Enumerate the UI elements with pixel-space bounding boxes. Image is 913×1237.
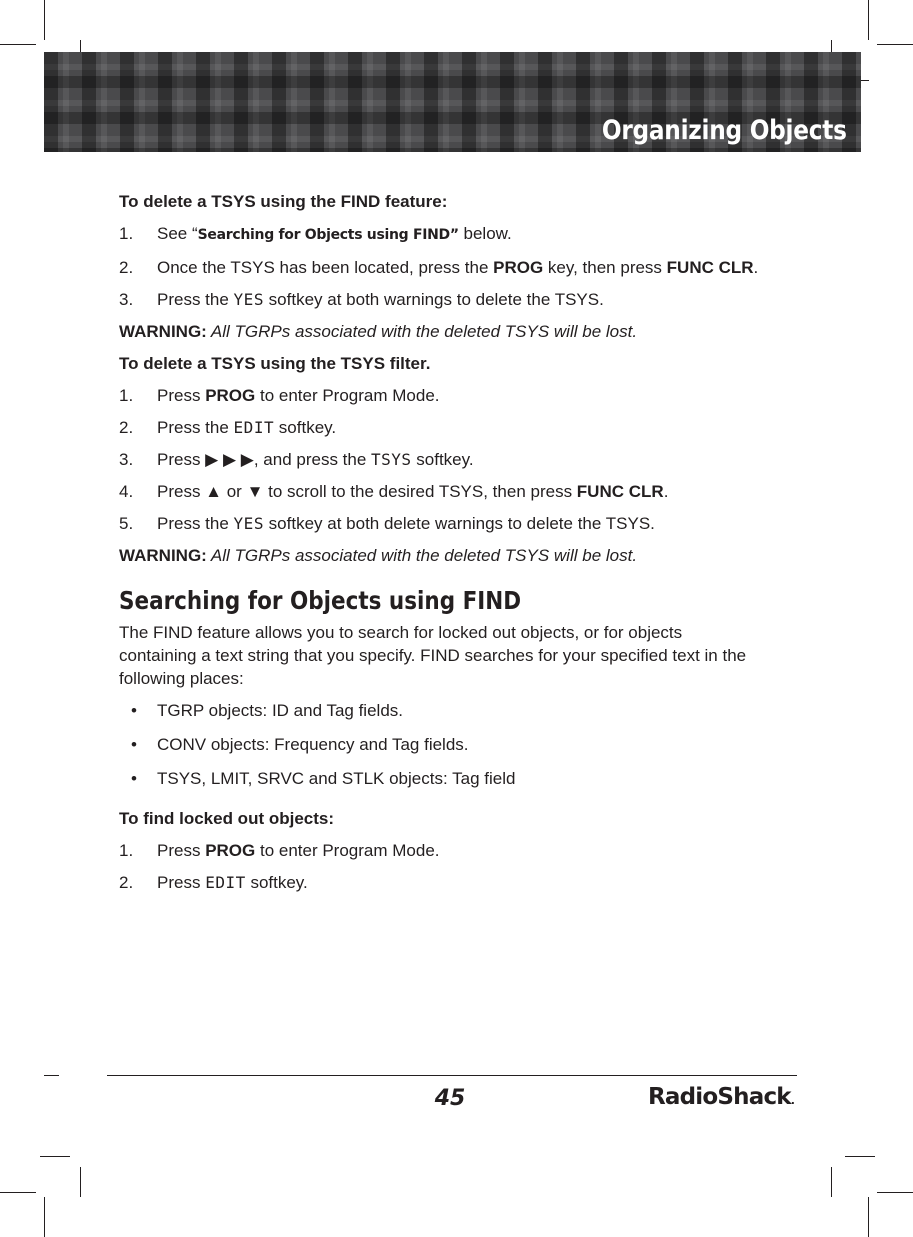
step-text: Press [157,841,206,860]
step-text: Press ▶ ▶ ▶, and press the [157,450,372,469]
step-text: See “ [157,224,198,243]
step-text: . [753,258,759,277]
step-text: Press [157,386,206,405]
step-number: 3. [119,450,134,469]
cross-reference-link[interactable]: Searching for Objects using FIND” [197,227,459,243]
crop-mark [868,1197,869,1237]
step-text: Press the [157,418,234,437]
bullet-icon: • [131,701,137,720]
bullet-item [119,699,759,722]
crop-mark [44,1197,45,1237]
brand-logo [648,1084,794,1110]
step-number: 4. [119,482,134,501]
list-item [119,384,759,407]
crop-mark [831,1167,832,1197]
page-content [119,190,759,903]
step-text: Press the [157,290,234,309]
section-heading: To delete a TSYS using the FIND feature: [119,192,448,211]
warning-note [119,544,759,567]
intro-paragraph: The FIND feature allows you to search for locked out objects, or for objects containing a text string that you specify. FIND searches for your specified text in the following places: [119,623,747,688]
step-text: softkey at both delete warnings to delete the TSYS. [263,514,655,533]
step-number: 2. [119,258,134,277]
step-text: softkey at both warnings to delete the TSYS. [263,290,604,309]
crop-mark [44,1075,59,1076]
step-text: softkey. [411,450,474,469]
crop-mark [877,44,913,45]
step-text: Press ▲ or ▼ to scroll to the desired TSYS, then press [157,482,577,501]
list-item [119,871,759,894]
step-number: 1. [119,224,134,243]
key-name: FUNC CLR [666,258,754,277]
section-title: Searching for Objects using FIND [119,586,522,615]
key-name: PROG [493,258,544,277]
bullet-text: CONV objects: Frequency and Tag fields. [157,735,469,754]
crop-mark [80,1167,81,1197]
crop-mark [845,1156,875,1157]
list-item [119,256,759,279]
softkey-label: YES [233,514,264,533]
step-number: 1. [119,841,134,860]
bullet-item [119,767,759,790]
step-number: 1. [119,386,134,405]
softkey-label: YES [233,290,264,309]
crop-mark [877,1192,913,1193]
step-number: 2. [119,418,134,437]
page-title: Organizing Objects [602,115,847,146]
page-number: 45 [434,1086,466,1111]
crop-mark [0,44,36,45]
step-text: key, then press [543,258,667,277]
softkey-label: TSYS [371,450,412,469]
bullet-text: TSYS, LMIT, SRVC and STLK objects: Tag field [157,769,516,788]
bullet-text: TGRP objects: ID and Tag fields. [157,701,403,720]
list-item [119,839,759,862]
crop-mark [40,1156,70,1157]
warning-label: WARNING: [119,546,207,565]
list-item [119,512,759,535]
list-item [119,448,759,471]
softkey-label: EDIT [233,418,275,437]
softkey-label: EDIT [205,873,246,892]
list-item [119,480,759,503]
step-number: 3. [119,290,134,309]
brand-suffix: . [790,1094,795,1107]
crop-mark [868,0,869,40]
list-item [119,288,759,311]
section-heading: To find locked out objects: [119,809,335,828]
warning-text: All TGRPs associated with the deleted TSYS will be lost. [206,546,638,565]
step-number: 2. [119,873,134,892]
step-text: to enter Program Mode. [255,386,440,405]
key-name: PROG [205,386,256,405]
crop-mark [0,1192,36,1193]
bullet-icon: • [131,735,137,754]
step-text: Press the [157,514,234,533]
warning-note [119,320,759,343]
warning-label: WARNING: [119,322,207,341]
bullet-icon: • [131,769,137,788]
step-text: to enter Program Mode. [255,841,440,860]
list-item [119,416,759,439]
footer-divider [107,1075,797,1076]
step-text: softkey. [245,873,308,892]
key-name: PROG [205,841,256,860]
step-text: softkey. [274,418,337,437]
warning-text: All TGRPs associated with the deleted TSYS will be lost. [206,322,638,341]
bullet-item [119,733,759,756]
step-text: Press [157,873,206,892]
list-item [119,222,759,247]
crop-mark [44,0,45,40]
brand-name: RadioShack [648,1084,791,1110]
step-number: 5. [119,514,134,533]
key-name: FUNC CLR [576,482,664,501]
step-text: below. [458,224,512,243]
step-text: Once the TSYS has been located, press the [157,258,494,277]
section-heading: To delete a TSYS using the TSYS filter. [119,354,431,373]
step-text: . [663,482,669,501]
